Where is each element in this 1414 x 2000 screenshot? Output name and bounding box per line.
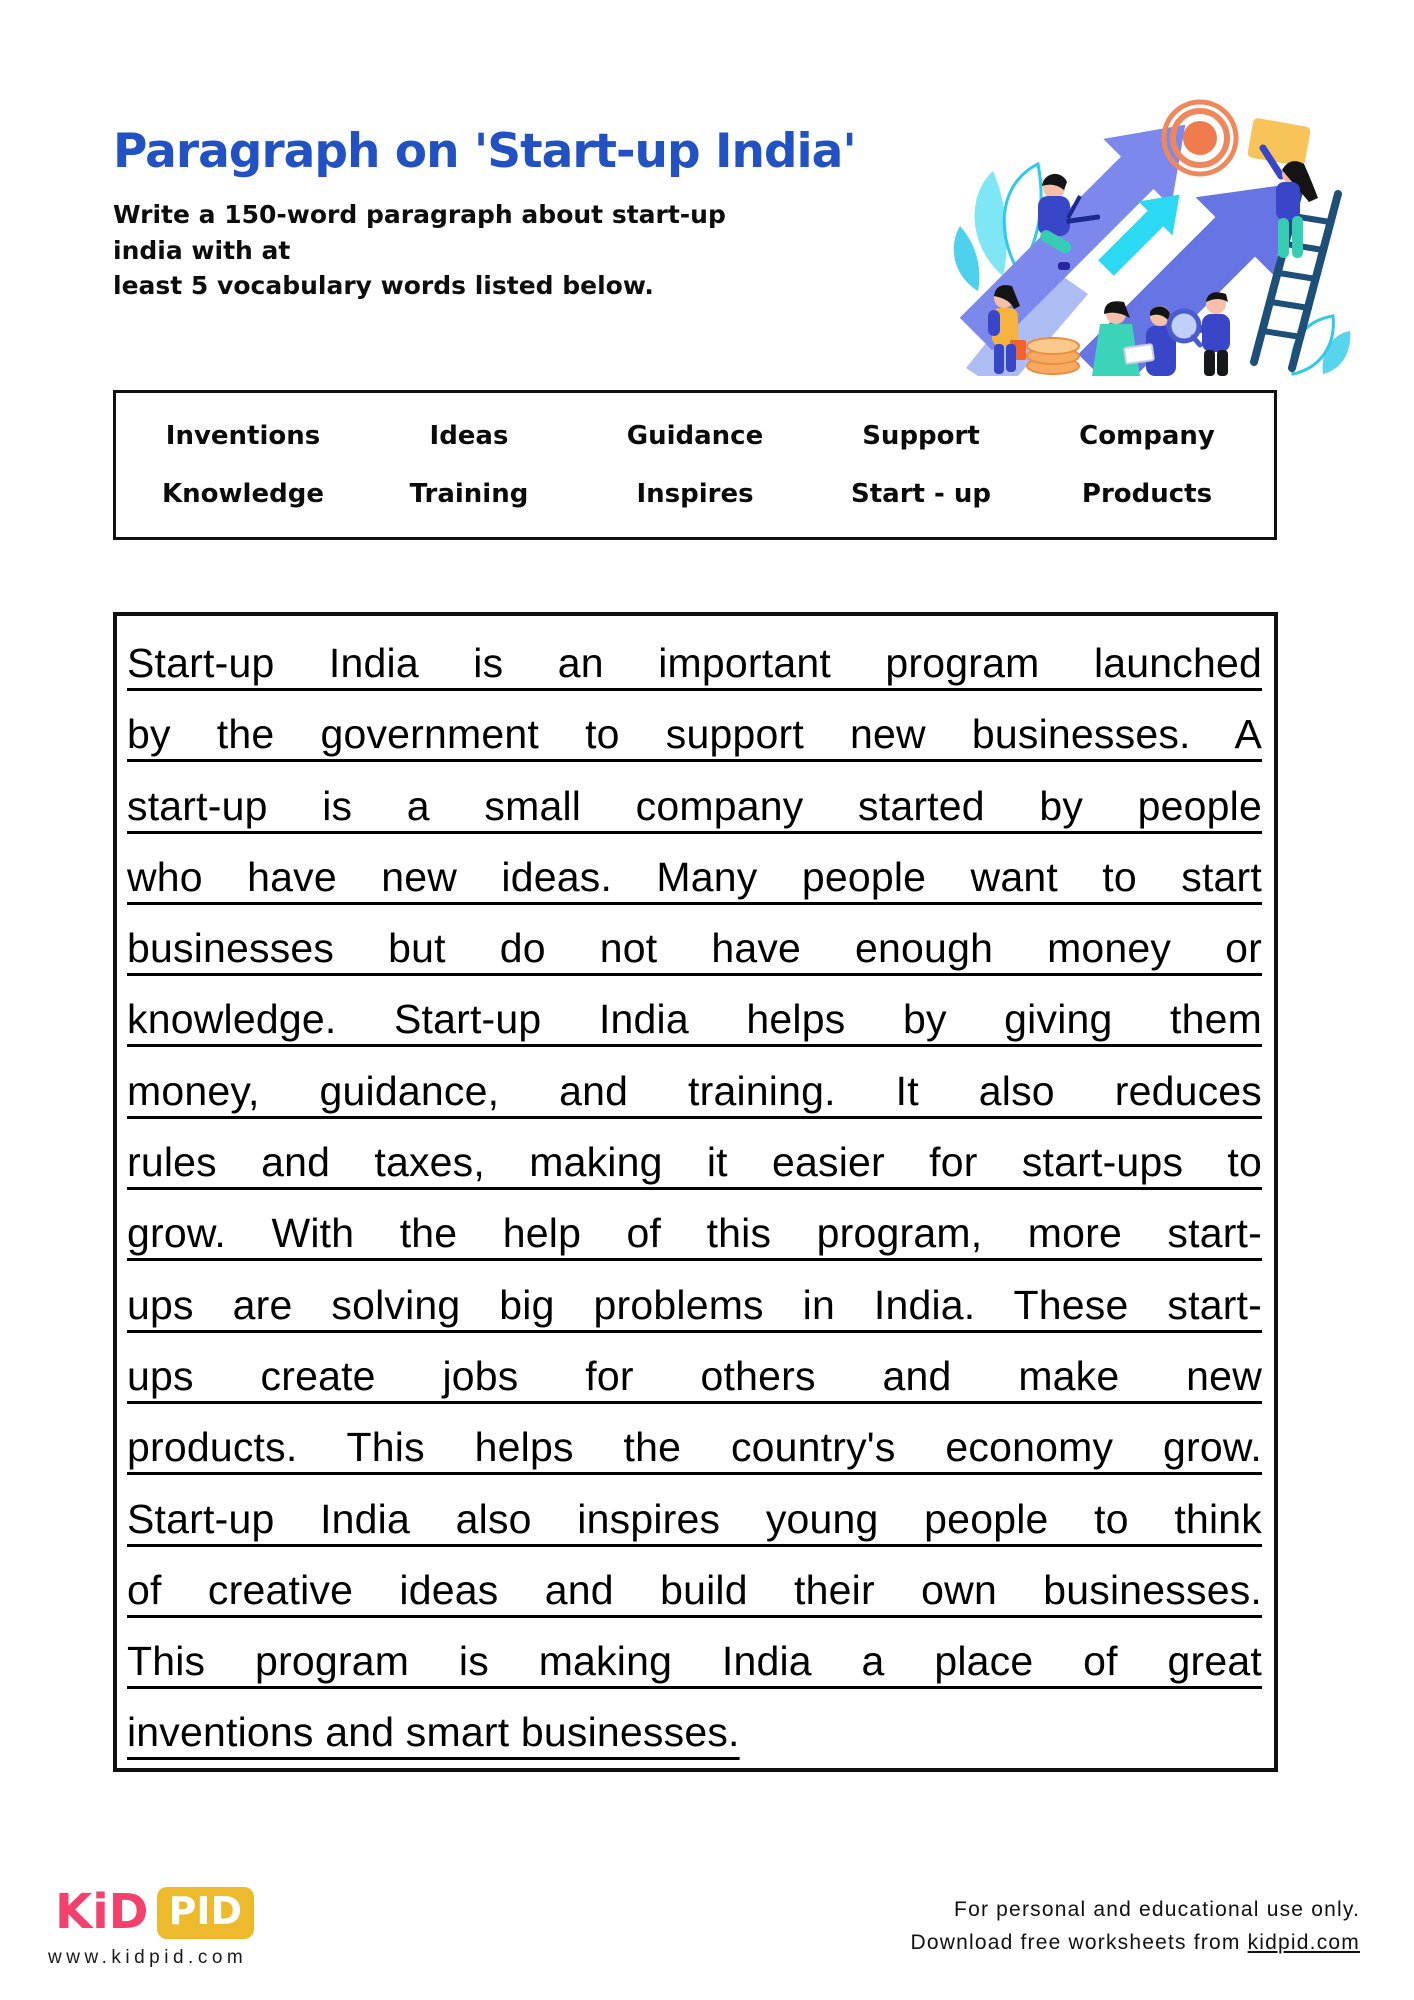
startup-growth-illustration (948, 76, 1352, 376)
paragraph-line: by the government to support new businesses. A (127, 711, 1262, 758)
vocab-word-inspires: Inspires (636, 479, 754, 509)
paragraph-line: knowledge. Start-up India helps by giving them (127, 996, 1262, 1043)
vocab-word-training: Training (409, 479, 529, 509)
kidpid-link[interactable]: kidpid.com (1247, 1930, 1360, 1954)
paragraph-line: ups are solving big problems in India. These start- (127, 1281, 1262, 1328)
paragraph-line: Start-up India is an important program launched (127, 640, 1262, 686)
vocab-word-inventions: Inventions (165, 421, 321, 451)
instructions-line-2: least 5 vocabulary words listed below. (113, 271, 654, 300)
vocab-word-products: Products (1081, 479, 1213, 509)
vocab-word-knowledge: Knowledge (162, 479, 324, 509)
kidpid-logo (55, 1884, 254, 1943)
paragraph-line: who have new ideas. Many people want to start (127, 853, 1262, 900)
paragraph-line: Start-up India also inspires young people to think (127, 1495, 1262, 1542)
paragraph-line: ups create jobs for others and make new (127, 1352, 1262, 1399)
paragraph-line: start-up is a small company started by people (127, 782, 1262, 829)
instructions-line-1: Write a 150-word paragraph about start-up india with at (113, 200, 726, 265)
footer-note (910, 1894, 1360, 1959)
paragraph-line: inventions and smart businesses. (127, 1709, 740, 1756)
yellow-card-icon (1247, 117, 1311, 166)
paragraph-line: grow. With the help of this program, more start- (127, 1210, 1262, 1257)
vocab-word-start-up: Start - up (851, 479, 991, 509)
vocab-word-ideas: Ideas (429, 421, 509, 451)
footer-note-line-2 (910, 1927, 1360, 1960)
vocabulary-box (113, 390, 1277, 540)
vocab-word-company: Company (1079, 421, 1215, 451)
footer-note-line-1: For personal and educational use only. (954, 1898, 1360, 1921)
instructions-text (113, 197, 773, 304)
kidpid-logo-pid-badge: PID (157, 1887, 255, 1939)
paragraph-line: rules and taxes, making it easier for start-ups to (127, 1139, 1262, 1186)
paragraph-line: of creative ideas and build their own businesses. (127, 1566, 1262, 1613)
paragraph-line: products. This helps the country's economy grow. (127, 1424, 1262, 1471)
paragraph-line: This program is making India a place of great (127, 1638, 1262, 1685)
vocab-word-guidance: Guidance (626, 421, 764, 451)
paragraph-answer-box (113, 612, 1278, 1772)
paragraph-line: businesses but do not have enough money or (127, 925, 1262, 972)
footer-note-line-2-text: Download free worksheets from (910, 1930, 1248, 1954)
page-title: Paragraph on 'Start-up India' (113, 124, 856, 179)
target-icon (1164, 102, 1236, 174)
vocab-word-support: Support (862, 421, 980, 451)
coins-icon (1027, 338, 1079, 374)
paragraph-line: money, guidance, and training. It also reduces (127, 1067, 1262, 1114)
kidpid-logo-kid-text: KiD (55, 1884, 149, 1940)
kidpid-website-text: www.kidpid.com (48, 1947, 248, 1968)
